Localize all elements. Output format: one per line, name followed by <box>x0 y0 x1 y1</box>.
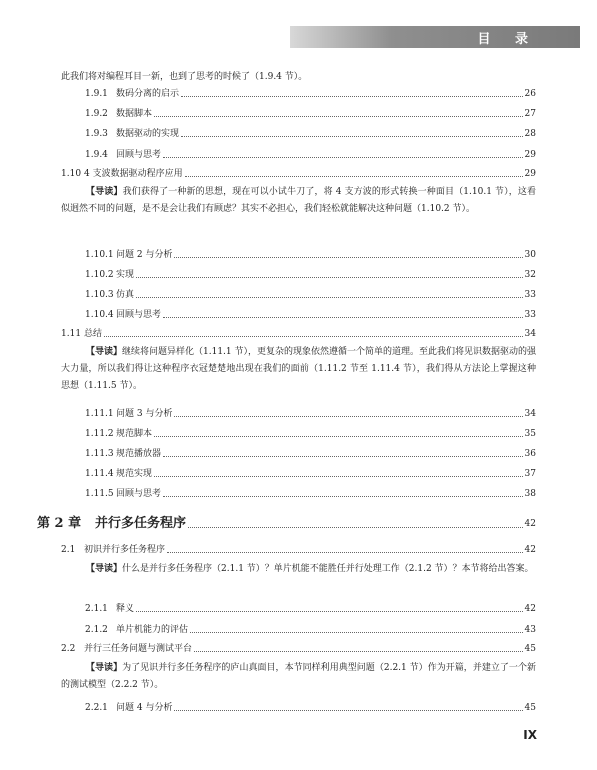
guide-text: 什么是并行多任务程序（2.1.1 节）？单片机能不能胜任并行处理工作（2.1.2 节）？本节将给出答案。 <box>122 564 534 574</box>
leader-dots <box>174 415 522 417</box>
leader-dots <box>154 115 523 117</box>
toc-entry-number: 2.2 <box>61 644 76 654</box>
toc-entry-page: 33 <box>524 310 536 320</box>
toc-entry-title: 规范实现 <box>116 469 153 479</box>
toc-entry-title: 数据脚本 <box>116 109 153 119</box>
leader-dots <box>163 316 523 318</box>
guide-tag: 【导读】 <box>86 187 123 197</box>
toc-entry-title: 规范播放器 <box>116 449 162 459</box>
toc-entry-number: 2.1 <box>61 545 76 555</box>
toc-entry-number: 1.9.3 <box>85 129 108 139</box>
toc-entry-title: 回顾与思考 <box>116 310 162 320</box>
toc-entry-page: 29 <box>524 150 536 160</box>
leader-dots <box>163 495 523 497</box>
page-number: IX <box>523 728 537 742</box>
guide-text: 继续将问题异样化（1.11.1 节），更复杂的现象依然遵循一个简单的道理。至此我们将见识数据驱动的强大力量，所以我们得让这种程序衣冠楚楚地出现在我们的面前（1.11.2 节至 1.11.4 节），我们得从方法论上掌握这种思想（1.11.5 节）。 <box>61 347 537 391</box>
toc-entry[interactable] <box>85 428 536 440</box>
toc-entry-page: 37 <box>524 469 536 479</box>
toc-entry-page: 27 <box>524 109 536 119</box>
toc-entry-number: 1.9.4 <box>85 150 108 160</box>
toc-entry-title: 问题 3 与分析 <box>116 409 173 419</box>
toc-entry[interactable] <box>85 603 536 615</box>
leader-dots <box>136 296 523 298</box>
guide-text: 我们获得了一种新的思想，现在可以小试牛刀了，将 4 支方波的形式转换一种面目（1.10.1 节），这看似迥然不同的问题，是不是会让我们有顾虑？其实不必担心，我们轻松就能解决这种问题（1.10.2 节）。 <box>61 187 536 214</box>
toc-entry-title: 回顾与思考 <box>116 489 162 499</box>
toc-entry-title: 问题 2 与分析 <box>116 250 173 260</box>
leader-dots <box>181 135 523 137</box>
leader-dots <box>194 650 523 652</box>
leader-dots <box>136 610 523 612</box>
toc-entry-page: 30 <box>524 250 536 260</box>
guide-paragraph <box>61 660 536 694</box>
toc-entry[interactable] <box>85 448 536 460</box>
toc-entry-number: 1.11.2 <box>85 429 114 439</box>
leader-dots <box>136 276 523 278</box>
toc-entry-page: 35 <box>524 429 536 439</box>
toc-entry[interactable] <box>85 149 536 161</box>
leader-dots <box>181 95 523 97</box>
guide-paragraph <box>61 561 536 578</box>
chapter-entry[interactable] <box>37 516 536 532</box>
intro-line: 此我们将对编程耳目一新，也到了思考的时候了（1.9.4 节）。 <box>61 72 308 82</box>
toc-entry-title: 单片机能力的评估 <box>116 625 189 635</box>
toc-entry[interactable] <box>85 309 536 321</box>
toc-entry-page: 34 <box>524 409 536 419</box>
toc-entry-title: 回顾与思考 <box>116 150 162 160</box>
leader-dots <box>185 175 523 177</box>
leader-dots <box>163 455 523 457</box>
toc-entry-page: 32 <box>524 270 536 280</box>
toc-entry-number: 1.10.4 <box>85 310 114 320</box>
toc-entry-title: 问题 4 与分析 <box>116 703 173 713</box>
toc-entry[interactable] <box>85 269 536 281</box>
toc-entry-page: 38 <box>524 489 536 499</box>
leader-dots <box>174 709 522 711</box>
toc-entry[interactable] <box>61 328 536 340</box>
guide-tag: 【导读】 <box>86 663 123 673</box>
toc-entry-page: 33 <box>524 290 536 300</box>
toc-entry-page: 29 <box>524 169 536 179</box>
chapter-title: 并行多任务程序 <box>95 516 187 531</box>
toc-entry-title: 释义 <box>116 604 135 614</box>
toc-entry-title: 数码分离的启示 <box>116 89 180 99</box>
toc-entry[interactable] <box>61 643 536 655</box>
toc-entry[interactable] <box>85 702 536 714</box>
toc-entry-number: 1.10.3 <box>85 290 114 300</box>
toc-entry[interactable] <box>85 108 536 120</box>
toc-entry-page: 42 <box>524 545 536 555</box>
toc-entry[interactable] <box>61 544 536 556</box>
chapter-number: 第 2 章 <box>37 516 82 531</box>
guide-tag: 【导读】 <box>86 347 123 357</box>
guide-text: 为了见识并行多任务程序的庐山真面目，本节同样利用典型问题（2.2.1 节）作为开篇，并建立了一个新的测试模型（2.2.2 节）。 <box>61 663 536 690</box>
toc-entry-title: 并行三任务问题与测试平台 <box>84 644 193 654</box>
toc-entry-title: 实现 <box>116 270 135 280</box>
toc-entry[interactable] <box>85 624 536 636</box>
guide-paragraph <box>61 344 536 395</box>
toc-entry[interactable] <box>85 88 536 100</box>
toc-entry-number: 2.1.2 <box>85 625 108 635</box>
leader-dots <box>154 435 523 437</box>
guide-paragraph <box>61 184 536 218</box>
toc-entry[interactable] <box>85 488 536 500</box>
chapter-page: 42 <box>524 519 536 529</box>
leader-dots <box>190 631 523 633</box>
header-band <box>290 26 580 48</box>
toc-entry-title: 4 支波数据驱动程序应用 <box>84 169 183 179</box>
leader-dots <box>167 551 523 553</box>
toc-entry-page: 42 <box>524 604 536 614</box>
toc-entry-page: 26 <box>524 89 536 99</box>
toc-entry[interactable] <box>85 289 536 301</box>
toc-entry-number: 2.2.1 <box>85 703 108 713</box>
toc-entry-page: 45 <box>524 644 536 654</box>
leader-dots <box>174 256 522 258</box>
guide-tag: 【导读】 <box>86 564 123 574</box>
toc-entry-number: 1.11.4 <box>85 469 114 479</box>
toc-entry-page: 34 <box>524 329 536 339</box>
toc-entry-title: 规范脚本 <box>116 429 153 439</box>
leader-dots <box>188 526 523 528</box>
toc-entry-page: 36 <box>524 449 536 459</box>
toc-entry-number: 1.11.3 <box>85 449 114 459</box>
toc-entry-number: 2.1.1 <box>85 604 108 614</box>
toc-entry-page: 45 <box>524 703 536 713</box>
toc-entry-title: 数据驱动的实现 <box>116 129 180 139</box>
toc-entry-number: 1.10 <box>61 169 82 179</box>
leader-dots <box>104 335 523 337</box>
toc-entry-number: 1.10.2 <box>85 270 114 280</box>
leader-dots <box>163 156 523 158</box>
toc-entry-title: 仿真 <box>116 290 135 300</box>
toc-entry[interactable] <box>85 468 536 480</box>
toc-entry-number: 1.11.5 <box>85 489 114 499</box>
toc-entry[interactable] <box>85 249 536 261</box>
toc-title: 目 录 <box>477 32 538 47</box>
leader-dots <box>154 475 523 477</box>
toc-entry-number: 1.9.1 <box>85 89 108 99</box>
toc-entry-number: 1.11.1 <box>85 409 114 419</box>
toc-entry[interactable] <box>61 168 536 180</box>
toc-entry-page: 28 <box>524 129 536 139</box>
toc-entry-page: 43 <box>524 625 536 635</box>
toc-entry-title: 总结 <box>84 329 103 339</box>
toc-entry-title: 初识并行多任务程序 <box>84 545 166 555</box>
toc-entry-number: 1.9.2 <box>85 109 108 119</box>
toc-entry-number: 1.11 <box>61 329 82 339</box>
toc-entry[interactable] <box>85 408 536 420</box>
toc-entry-number: 1.10.1 <box>85 250 114 260</box>
toc-entry[interactable] <box>85 128 536 140</box>
